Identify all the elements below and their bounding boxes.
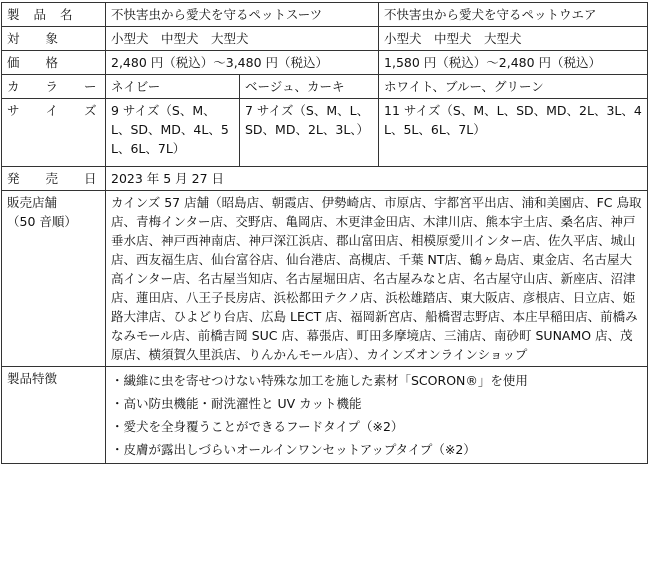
label-color: カ ラ ー [2, 75, 106, 99]
stores-list: カインズ 57 店舗（昭島店、朝霞店、伊勢崎店、市原店、宇都宮平出店、浦和美園店、FC 鳥取店、青梅インター店、交野店、亀岡店、木更津金田店、木津川店、熊本宇土店、桑名店、神戸垂水店、神戸西神南店、神戸深江浜店、郡山富田店、相模原愛川インター店、佐久平店、城山店、西友福生店、仙台富谷店、仙台港店、高槻店、千葉 NT店、鶴ヶ島店、東金店、名古屋大高インター店、名古屋当知店、名古屋堀田店、名古屋みなと店、名古屋守山店、新座店、沼津店、蓮田店、八王子長房店、浜松都田テクノ店、浜松雄踏店、東大阪店、彦根店、日立店、姫路大津店、ひよどり台店、広島 LECT 店、福岡新宮店、船橋習志野店、本庄早稲田店、前橋みなみモール店、前橋吉岡 SUC 店、幕張店、町田多摩境店、三浦店、南砂町 SUNAMO 店、茂原店、横須賀久里浜店、りんかんモール店）、カインズオンラインショップ [106, 191, 648, 367]
label-stores [2, 191, 106, 367]
features-cell [106, 367, 648, 464]
release-date-value: 2023 年 5 月 27 日 [106, 167, 648, 191]
suit-sizes-navy: 9 サイズ（S、M、L、SD、MD、4L、5L、6L、7L） [106, 99, 240, 167]
label-stores-order: （50 音順） [7, 214, 77, 229]
row-size [2, 99, 648, 167]
suit-target: 小型犬 中型犬 大型犬 [106, 27, 379, 51]
feature-item: ・愛犬を全身覆うことができるフードタイプ（※2） [111, 419, 404, 434]
label-target: 対 象 [2, 27, 106, 51]
suit-color-beige-khaki: ベージュ、カーキ [240, 75, 379, 99]
label-stores-title: 販売店舗 [7, 195, 58, 210]
label-size: サ イ ズ [2, 99, 106, 167]
wear-target: 小型犬 中型犬 大型犬 [379, 27, 648, 51]
label-product-name: 製 品 名 [2, 3, 106, 27]
wear-sizes: 11 サイズ（S、M、L、SD、MD、2L、3L、4L、5L、6L、7L） [379, 99, 648, 167]
row-target [2, 27, 648, 51]
row-features [2, 367, 648, 464]
features-list [111, 369, 642, 461]
row-release-date [2, 167, 648, 191]
suit-name: 不快害虫から愛犬を守るペットスーツ [106, 3, 379, 27]
row-price [2, 51, 648, 75]
suit-sizes-beige-khaki: 7 サイズ（S、M、L、SD、MD、2L、3L、） [240, 99, 379, 167]
feature-item: ・高い防虫機能・耐洗濯性と UV カット機能 [111, 396, 362, 411]
suit-color-navy: ネイビー [106, 75, 240, 99]
product-spec-table [1, 2, 648, 464]
feature-item: ・皮膚が露出しづらいオールインワンセットアップタイプ（※2） [111, 442, 476, 457]
feature-item: ・繊維に虫を寄せつけない特殊な加工を施した素材「SCORON®」を使用 [111, 373, 528, 388]
wear-colors: ホワイト、ブルー、グリーン [379, 75, 648, 99]
label-features: 製品特徴 [2, 367, 106, 464]
row-color [2, 75, 648, 99]
row-stores [2, 191, 648, 367]
suit-price: 2,480 円（税込）～3,480 円（税込） [106, 51, 379, 75]
label-release-date: 発 売 日 [2, 167, 106, 191]
row-product-name [2, 3, 648, 27]
wear-price: 1,580 円（税込）～2,480 円（税込） [379, 51, 648, 75]
wear-name: 不快害虫から愛犬を守るペットウエア [379, 3, 648, 27]
label-price: 価 格 [2, 51, 106, 75]
